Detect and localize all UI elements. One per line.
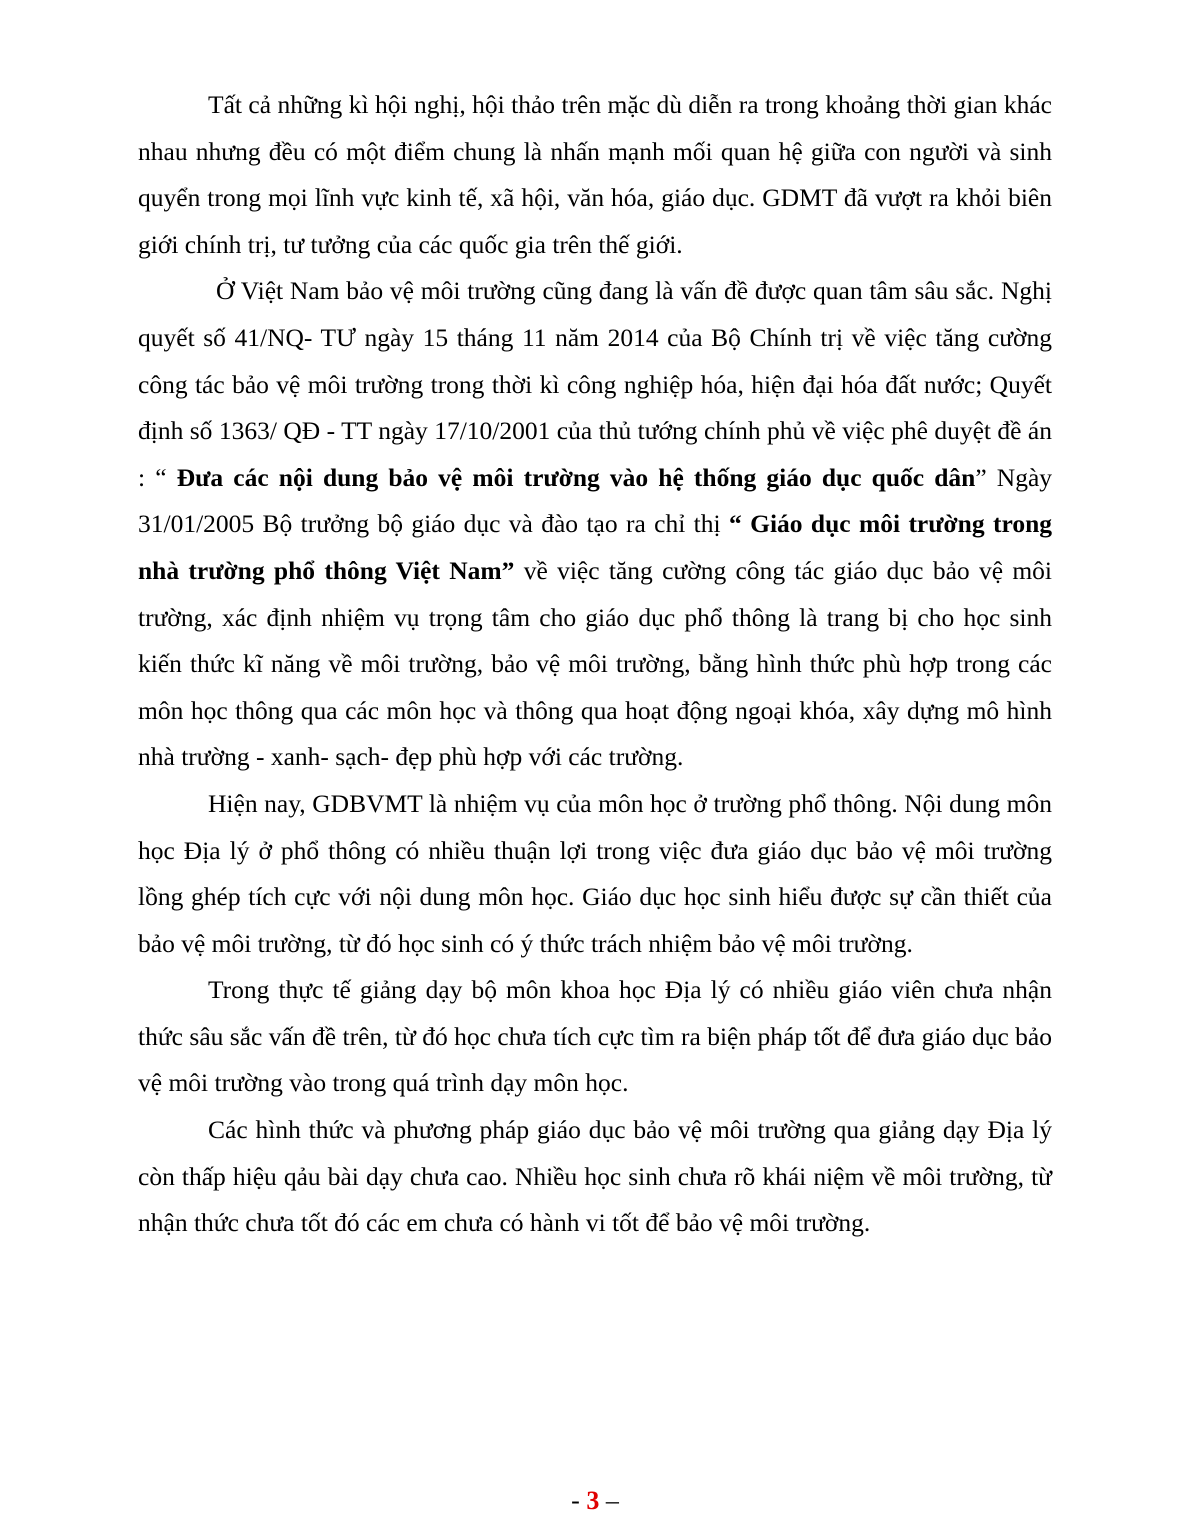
paragraph-2-text-2: ” Ngày 31/01/2005 Bộ trưởng bộ giáo dục và đào tạo ra chỉ thị: [138, 462, 1053, 539]
paragraph-2-bold-2: “ Giáo dục môi trường trong nhà trường phổ thông Việt Nam”: [138, 509, 1053, 585]
paragraph-4: Trong thực tế giảng dạy bộ môn khoa học Địa lý có nhiều giáo viên chưa nhận thức sâu sắc vấn đề trên, từ đó học chưa tích cực tìm ra biện pháp tốt để đưa giáo dục bảo vệ môi trường vào trong quá trình dạy môn học.: [138, 975, 1052, 1098]
paragraph-2-text-3: về việc tăng cường công tác giáo dục bảo vệ môi trường, xác định nhiệm vụ trọng tâm cho giáo dục phổ thông là trang bị cho học sinh kiến thức kĩ năng về môi trường, bảo vệ môi trường, bằng hình thức phù hợp trong các môn học thông qua các môn học và thông qua hoạt động ngoại khóa, xây dựng mô hình nhà trường - xanh- sạch- đẹp phù hợp với các trường.: [138, 555, 1053, 772]
paragraph-5: Các hình thức và phương pháp giáo dục bảo vệ môi trường qua giảng dạy Địa lý còn thấp hiệu qảu bài dạy chưa cao. Nhiều học sinh chưa rõ khái niệm về môi trường, từ nhận thức chưa tốt đó các em chưa có hành vi tốt để bảo vệ môi trường.: [138, 1115, 1052, 1238]
paragraph-2-bold-1: Đưa các nội dung bảo vệ môi trường vào hệ thống giáo dục quốc dân: [176, 462, 976, 492]
page-number: 3: [586, 1486, 600, 1515]
paragraph-2: [138, 268, 1052, 781]
document-body: [138, 82, 1052, 1247]
paragraph-3: Hiện nay, GDBVMT là nhiệm vụ của môn học ở trường phổ thông. Nội dung môn học Địa lý ở phổ thông có nhiều thuận lợi trong việc đưa giáo dục bảo vệ môi trường lồng ghép tích cực với nội dung môn học. Giáo dục học sinh hiểu được sự cần thiết của bảo vệ môi trường, từ đó học sinh có ý thức trách nhiệm bảo vệ môi trường.: [138, 788, 1052, 958]
page-footer: [0, 1486, 1190, 1516]
paragraph-2-text-1: Ở Việt Nam bảo vệ môi trường cũng đang là vấn đề được quan tâm sâu sắc. Nghị quyết số 41/NQ- TƯ ngày 15 tháng 11 năm 2014 của Bộ Chính trị về việc tăng cường công tác bảo vệ môi trường trong thời kì công nghiệp hóa, hiện đại hóa đất nước; Quyết định số 1363/ QĐ - TT ngày 17/10/2001 của thủ tướng chính phủ về việc phê duyệt đề án : “: [138, 276, 1052, 492]
paragraph-1: Tất cả những kì hội nghị, hội thảo trên mặc dù diễn ra trong khoảng thời gian khác nhau nhưng đều có một điểm chung là nhấn mạnh mối quan hệ giữa con người và sinh quyển trong mọi lĩnh vực kinh tế, xã hội, văn hóa, giáo dục. GDMT đã vượt ra khỏi biên giới chính trị, tư tưởng của các quốc gia trên thế giới.: [138, 90, 1052, 259]
page-number-dash-left: -: [571, 1486, 580, 1515]
page-number-dash-right: –: [605, 1486, 619, 1515]
